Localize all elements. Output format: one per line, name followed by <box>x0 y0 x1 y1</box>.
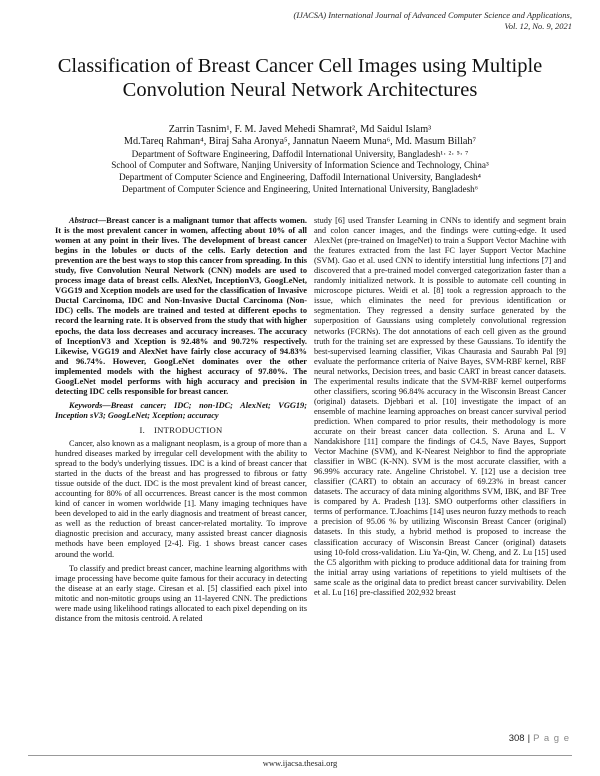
author-line-2: Md.Tareq Rahman⁴, Biraj Saha Aronya⁵, Jannatun Naeem Muna⁶, Md. Masum Billah⁷ <box>123 136 477 148</box>
body-paragraph: Cancer, also known as a malignant neoplasm, is a group of more than a hundred diseases marked by irregular cell development with the ability to spread to the body's underlying tissues. IDC is a kind of breast cancer that started in the ducts of the breast and has progressed to fibrous or fatty tissue outside of the duct. IDC is the most prevalent kind of breast cancer, accounting for 80% of all occurrences. Breast cancer is the most common kind of cancer in women worldwide [1]. Many imaging techniques have been developed to aid in the early diagnosis and treatment of breast cancer, as well as the reduction of breast cancer-related mortality. To improve diagnostic precision and accuracy, many assisted breast cancer diagnosis methods have been employed [2-4]. Fig. 1 shows breast cancer cases around the world. <box>55 438 307 559</box>
affiliation: Department of Software Engineering, Daffodil International University, Bangladesh¹· ²· ⁵· ⁷ <box>131 148 469 159</box>
author-line-1: Zarrin Tasnim¹, F. M. Javed Mehedi Shamrat², Md Saidul Islam³ <box>168 124 432 135</box>
body-paragraph: To classify and predict breast cancer, machine learning algorithms with image processing have become quite famous for their accuracy in detecting the disease at an early stage. Ciresan et al. [5] classified each pixel into mitotic and non-mitotic groups using an 11-layered CNN. The predictions were made using likelihood ratings allocated to each pixel depending on its distance from the mitosis centroid. A related <box>55 563 307 623</box>
page-number-value: 308 <box>508 733 525 744</box>
footer-url: www.ijacsa.thesai.org <box>262 758 338 768</box>
keywords <box>55 401 307 421</box>
paper-title: Classification of Breast Cancer Cell Images using Multiple Convolution Neural Network Architectures <box>57 55 543 101</box>
section-heading-introduction: I. INTRODUCTION <box>139 424 223 435</box>
journal-name: (IJACSA) International Journal of Advanced Computer Science and Applications, <box>293 10 572 20</box>
right-column <box>314 216 566 602</box>
abstract-text: —Breast cancer is a malignant tumor that affects women. It is the most prevalent cancer in women, affecting about 10% of all women at any point in their lives. The development of breast cancer begins in the lobules or ducts of the cells. Early detection and prevention are the best ways to stop this cancer from spreading. In this study, five Convolution Neural Network (CNN) models are used to process image data of breast cells. AlexNet, InceptionV3, GoogLeNet, VGG19 and Xception models are used for the classification of Invasive Ductal Carcinoma, IDC and Non-Invasive Ductal Carcinoma (Non-IDC) cells. The models are trained and tested at different epochs to record the learning rate. It is observed from the study that with higher epochs, the data loss decreases and accuracy increases. The accuracy of InceptionV3 and Xception is 92.48% and 90.72% respectively. Likewise, VGG19 and AlexNet have fairly close accuracy of 94.83% and 96.74%. However, GoogLeNet dominates over the other implemented models with the highest accuracy of 97.80%. The GoogLeNet model performs with high accuracy and precision in detecting IDC cells responsible for breast cancer. <box>55 216 307 396</box>
abstract-label: Abstract <box>69 216 98 225</box>
page-label: P a g e <box>533 733 570 744</box>
journal-header <box>152 10 572 31</box>
affiliation: Department of Computer Science and Engineering, United International University, Bangladesh⁶ <box>122 183 478 194</box>
author-block <box>40 124 560 195</box>
page-separator: | <box>527 733 531 744</box>
keywords-label: Keywords <box>69 400 103 410</box>
footer-divider <box>28 755 572 756</box>
journal-volume: Vol. 12, No. 9, 2021 <box>504 20 572 31</box>
affiliation: School of Computer and Software, Nanjing University of Information Science and Technology, China³ <box>111 160 489 171</box>
left-column <box>55 216 307 628</box>
page-number <box>509 733 570 744</box>
affiliation: Department of Computer Science and Engineering, Daffodil International University, Bangladesh⁴ <box>119 172 481 182</box>
keywords-text: —Breast cancer; IDC; non-IDC; AlexNet; VGG19; Inception sV3; GoogLeNet; Xception; accuracy <box>55 400 307 420</box>
body-paragraph: study [6] used Transfer Learning in CNNs to identify and segment brain and colon cancer images, and the findings were cutting-edge. It used AlexNet (pre-trained on ImageNet) to train a Support Vector Machine with the features extracted from the last FC layer Support Vector Machine (SVM). Gao et al. used CNN to identify interstitial lung infections [7] and discovered that a pre-trained model converged categorization faster than a randomly initialized network. It is possible to automate cell counting in microscope pictures. Weidi et al. [8] took a regression approach to the issue, which eliminates the need for previous identification or segmentation. They regressed a density surface generated by the superposition of Gaussians using completely convolutional regression networks (FCRNs). The dot annotations of each cell given as the ground truth for the training set are expressed by these Gaussians. To identify the best-supervised learning classifier, Vikas Chaurasia and Saurabh Pal [9] evaluate the performance criteria of Naive Bayes, SVM-RBF kernel, RBF neural networks, Decision trees, and basic CART in breast cancer datasets. The experimental results indicate that the SVM-RBF kernel outperforms other classifiers, scoring 96.84% accuracy in the Wisconsin Breast Cancer (original) datasets. Djebbari et al. [10] investigate the impact of an ensemble of machine learning approaches on breast cancer survival period prediction. When compared to prior results, their methodology is more accurate on their breast cancer data collection. S. Aruna and L. V Nandakishore [11] compare the findings of C4.5, Nave Bayes, Support Vector Machine (SVM), and K-Nearest Neighbor to find the appropriate classifier in WBC (K-NN). SVM is the most accurate classifier, with a 96.99% accuracy rate. Angeline Christobel. Y. [12] use a decision tree classifier (CART) to obtain an accuracy of 69.23% in breast cancer datasets. The accuracy of data mining algorithms SVM, IBK, and BF Tree is compared by A. Pradesh [13]. SMO outperforms other classifiers in terms of performance. T.Joachims [14] uses neuron fuzzy methods to reach a precision of 95.06 % by utilizing Wisconsin Breast Cancer (original) datasets. In this study, a hybrid method is proposed to increase the classification accuracy of Wisconsin Breast Cancer (original) datasets using 10-fold cross-validation. Liu Ya-Qin, W. Cheng, and Z. Lu [15] used the C5 algorithm with picking to produce additional data for training from the initial array using variations of repetitions to yield multisets of the same scale as the original data to predict breast cancer survivability. Delen et al. Lu [16] pre-classified 202,932 breast <box>314 216 566 597</box>
abstract <box>55 216 307 397</box>
